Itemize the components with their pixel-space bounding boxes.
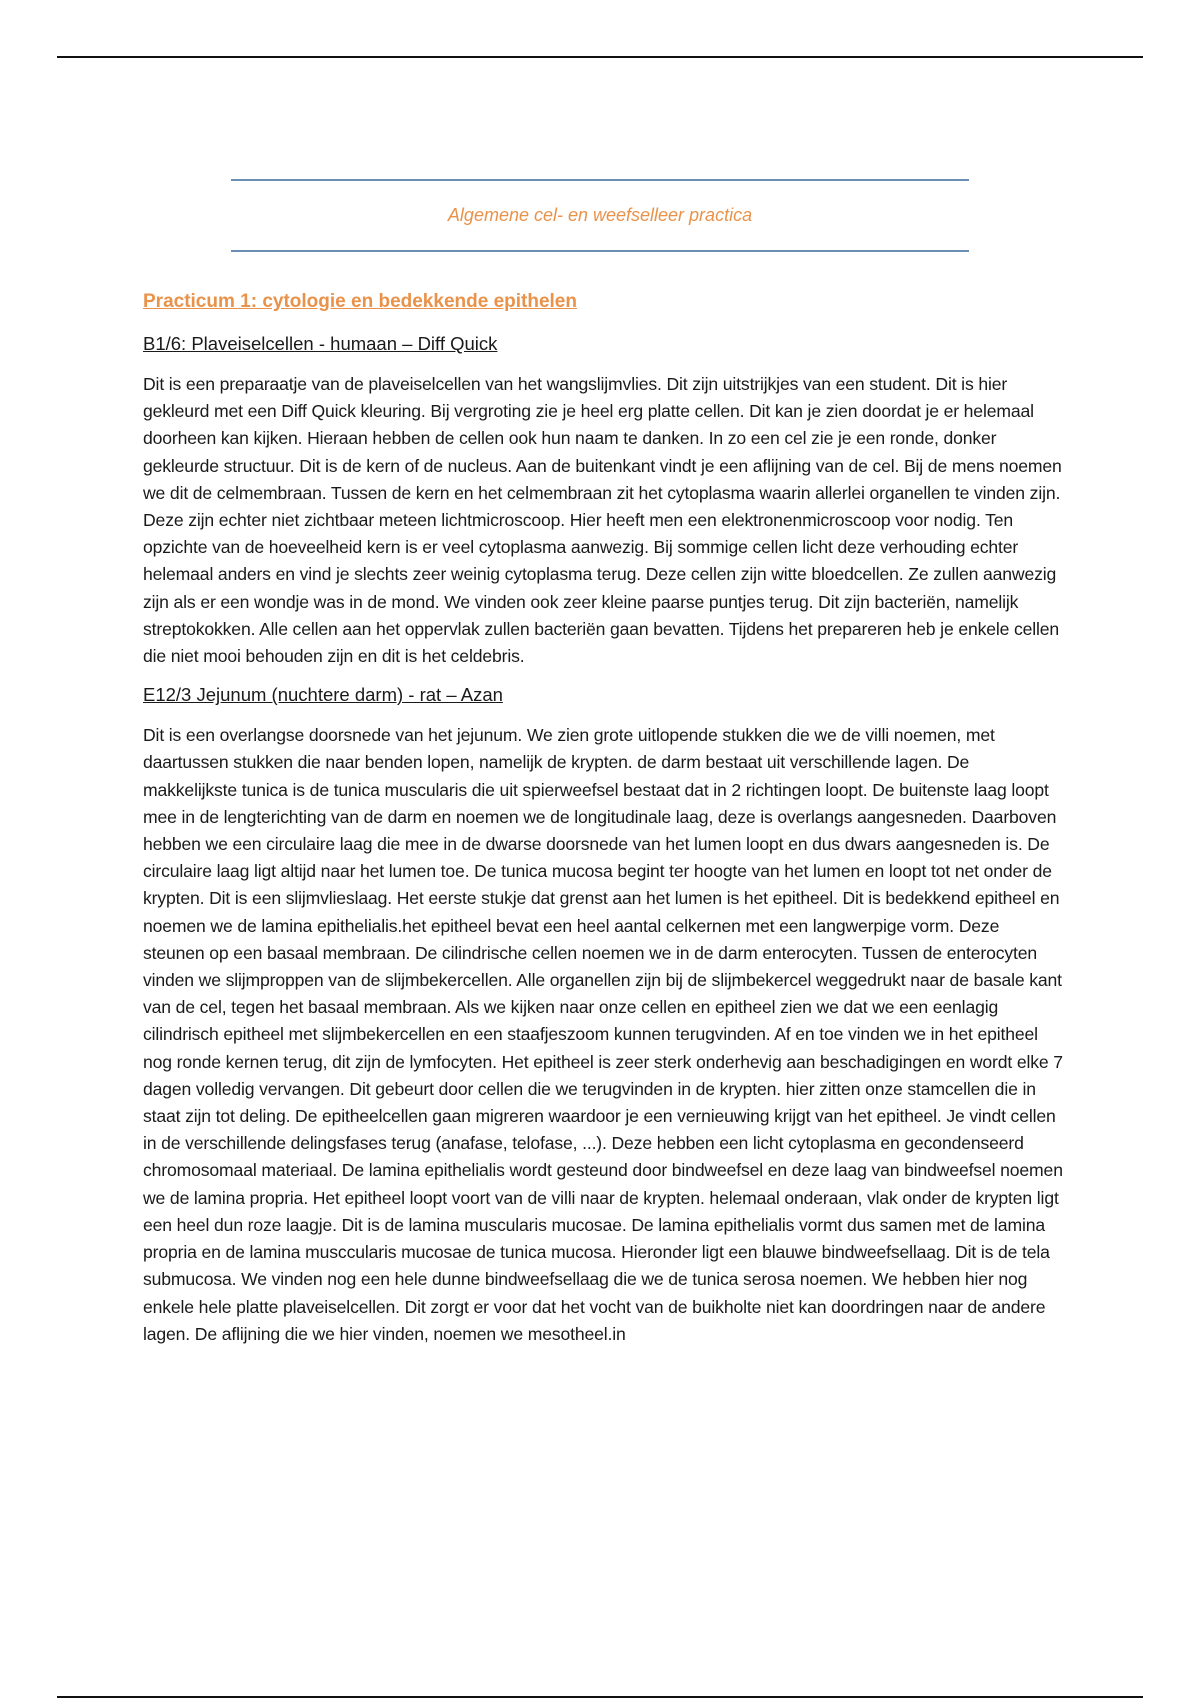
subsection-heading: E12/3 Jejunum (nuchtere darm) - rat – Azan xyxy=(143,684,503,706)
page-top-rule xyxy=(57,56,1143,58)
subsection-heading: B1/6: Plaveiselcellen - humaan – Diff Quick xyxy=(143,333,498,354)
section-title: Practicum 1: cytologie en bedekkende epithelen xyxy=(143,291,577,312)
document-header xyxy=(231,179,969,252)
page-bottom-rule xyxy=(57,1696,1143,1698)
subsection-paragraph: Dit is een overlangse doorsnede van het jejunum. We zien grote uitlopende stukken die we de villi noemen, met daartussen stukken die naar benden lopen, namelijk de krypten. de darm bestaat uit verschillende lagen. De makkelijkste tunica is de tunica muscularis die uit spierweefsel bestaat dat in 2 richtingen loopt. De buitenste laag loopt mee in de lengterichting van de darm en noemen we de longitudinale laag, deze is overlangs aangesneden. Daarboven hebben we een circulaire laag die mee in de dwarse doorsnede van het lumen loopt en dus dwars aangesneden is. De circulaire laag ligt altijd naar het lumen toe. De tunica mucosa begint ter hoogte van het lumen en loopt tot net onder de krypten. Dit is een slijmvlieslaag. Het eerste stukje dat grenst aan het lumen is het epitheel. Dit is bedekkend epitheel en noemen we de lamina epithelialis.het epitheel bevat een heel aantal celkernen met een langwerpige vorm. Deze steunen op een basaal membraan. De cilindrische cellen noemen we in de darm enterocyten. Tussen de enterocyten vinden we slijmproppen van de slijmbekercellen. Alle organellen zijn bij de slijmbekercel weggedrukt naar de basale kant van de cel, tegen het basaal membraan. Als we kijken naar onze cellen en epitheel zien we dat we een eenlagig cilindrisch epitheel met slijmbekercellen en een staafjeszoom kunnen terugvinden. Af en toe vinden we in het epitheel nog ronde kernen terug, dit zijn de lymfocyten. Het epitheel is zeer sterk onderhevig aan beschadigingen en wordt elke 7 dagen volledig vervangen. Dit gebeurt door cellen die we terugvinden in de krypten. hier zitten onze stamcellen die in staat zijn tot deling. De epitheelcellen gaan migreren waardoor je een vernieuwing krijgt van het epitheel. Je vindt cellen in de verschillende delingsfases terug (anafase, telofase, ...). Deze hebben een licht cytoplasma en gecondenseerd chromosomaal materiaal. De lamina epithelialis wordt gesteund door bindweefsel en deze laag van bindweefsel noemen we de lamina propria. Het epitheel loopt voort van de villi naar de krypten. helemaal onderaan, vlak onder de krypten ligt een heel dun roze laagje. Dit is de lamina muscularis mucosae. De lamina epithelialis vormt dus samen met de lamina propria en de lamina musccularis mucosae de tunica mucosa. Hieronder ligt een blauwe bindweefsellaag. Dit is de tela submucosa. We vinden nog een hele dunne bindweefsellaag die we de tunica serosa noemen. We hebben hier nog enkele hele platte plaveiselcellen. Dit zorgt er voor dat het vocht van de buikholte niet kan doordringen naar de andere lagen. De aflijning die we hier vinden, noemen we mesotheel.in xyxy=(143,725,1063,1344)
header-rule-bottom xyxy=(231,250,969,252)
subsection-paragraph: Dit is een preparaatje van de plaveiselcellen van het wangslijmvlies. Dit zijn uitstrijkjes van een student. Dit is hier gekleurd met een Diff Quick kleuring. Bij vergroting zie je heel erg platte cellen. Dit kan je zien doordat je er helemaal doorheen kan kijken. Hieraan hebben de cellen ook hun naam te danken. In zo een cel zie je een ronde, donker gekleurde structuur. Dit is de kern of de nucleus. Aan de buitenkant vindt je een aflijning van de cel. Bij de mens noemen we dit de celmembraan. Tussen de kern en het celmembraan zit het cytoplasma waarin allerlei organellen te vinden zijn. Deze zijn echter niet zichtbaar meteen lichtmicroscoop. Hier heeft men een elektronenmicroscoop voor nodig. Ten opzichte van de hoeveelheid kern is er veel cytoplasma aanwezig. Bij sommige cellen licht deze verhouding echter helemaal anders en vind je slechts zeer weinig cytoplasma terug. Deze cellen zijn witte bloedcellen. Ze zullen aanwezig zijn als er een wondje was in de mond. We vinden ook zeer kleine paarse puntjes terug. Dit zijn bacteriën, namelijk streptokokken. Alle cellen aan het oppervlak zullen bacteriën gaan bevatten. Tijdens het prepareren heb je enkele cellen die niet mooi behouden zijn en dit is het celdebris. xyxy=(143,374,1062,667)
document-body xyxy=(143,289,1063,1360)
header-rule-top xyxy=(231,179,969,181)
subsection-jejunum xyxy=(143,682,1063,1348)
header-title: Algemene cel- en weefselleer practica xyxy=(447,205,753,225)
subsection-plaveiselcellen xyxy=(143,331,1063,670)
